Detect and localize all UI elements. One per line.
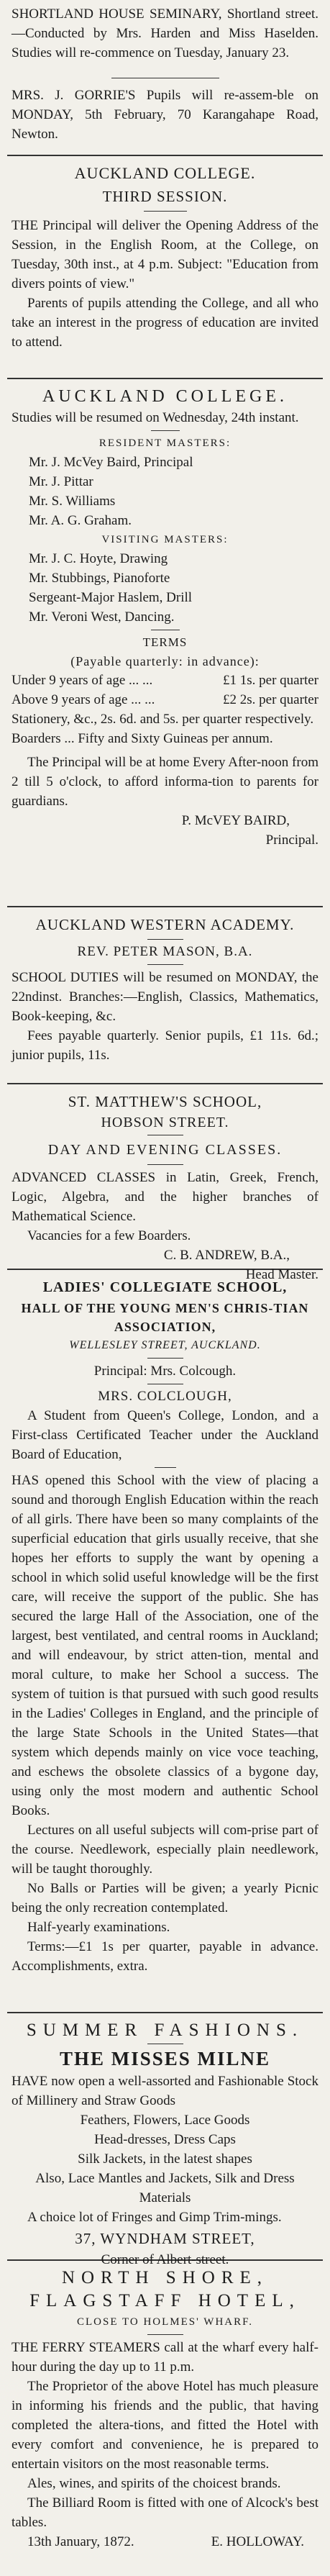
stock-item: Also, Lace Mantles and Jackets, Silk and Dress Materials xyxy=(35,2171,295,2205)
terms-label: Under 9 years of age ... ... xyxy=(12,673,153,688)
ad-subtitle: THIRD SESSION. xyxy=(102,188,228,205)
ad-paragraph: SCHOOL DUTIES will be resumed on MONDAY, the 22ndinst. Branches:—English, Classics, Mathematics, Book-keeping, &c. xyxy=(12,970,318,1024)
ad-subtitle: REV. PETER MASON, B.A. xyxy=(77,944,253,959)
terms-heading: TERMS xyxy=(142,635,188,649)
divider xyxy=(147,1164,183,1165)
ad-paragraph: A choice lot of Fringes and Gimp Trim-mings. xyxy=(27,2210,282,2225)
ad-paragraph: The Principal will be at home Every After-noon from 2 till 5 o'clock, to afford informa-tion to parents for guardians. xyxy=(12,755,318,809)
principal-name: MRS. COLCLOUGH, xyxy=(98,1389,232,1404)
master-name: Mr. J. C. Hoyte, Drawing xyxy=(29,551,168,566)
divider xyxy=(155,1467,176,1468)
ad-title-secondary: HALL OF THE YOUNG MEN'S CHRIS-TIAN ASSOCIATION, xyxy=(21,1301,309,1334)
ad-paragraph: Lectures on all useful subjects will com-prise part of the course. Needlework, especially plain needlework, will be taught thoroughly. xyxy=(12,1823,318,1877)
ad-title: SUMMER FASHIONS. xyxy=(26,2021,304,2040)
terms-label: Above 9 years of age ... ... xyxy=(12,692,155,707)
ad-heading: DAY AND EVENING CLASSES. xyxy=(47,1142,283,1158)
resident-masters-heading: RESIDENT MASTERS: xyxy=(98,437,232,449)
ad-title: AUCKLAND COLLEGE. xyxy=(42,387,288,406)
divider xyxy=(147,964,183,965)
signature: E. HOLLOWAY. xyxy=(211,2534,304,2549)
ad-title-secondary: FLAGSTAFF HOTEL, xyxy=(29,2291,301,2310)
ad-title-secondary: THE MISSES MILNE xyxy=(59,2048,271,2069)
divider xyxy=(147,1358,183,1359)
ad-paragraph: THE FERRY STEAMERS call at the wharf every half-hour during the day up to 11 p.m. xyxy=(12,2340,318,2375)
ad-shortland-seminary xyxy=(12,4,318,71)
ad-body: MRS. J. GORRIE'S Pupils will re-assem-ble on MONDAY, 5th February, 70 Karangahape Road, Newton. xyxy=(12,88,318,142)
ad-title: ST. MATTHEW'S SCHOOL, xyxy=(68,1093,262,1110)
divider xyxy=(147,2334,183,2335)
ad-paragraph: The Proprietor of the above Hotel has much pleasure in informing his friends and the public, that having completed the altera-tions, and fitted the Hotel with every comfort and convenience, he is prepared to entertain visitors on the most reasonable terms. xyxy=(12,2379,318,2472)
ad-gorrie-pupils xyxy=(12,86,318,149)
ad-st-matthews-school xyxy=(12,1090,318,1282)
principal-line: Principal: Mrs. Colcough. xyxy=(93,1364,237,1379)
terms-boarders: Boarders ... Fifty and Sixty Guineas per annum. xyxy=(12,731,273,746)
ad-title: NORTH SHORE, xyxy=(61,2268,269,2287)
signature-row xyxy=(12,2532,318,2552)
ad-paragraph: Vacancies for a few Boarders. xyxy=(27,1228,191,1243)
ad-address: 37, WYNDHAM STREET, xyxy=(75,2230,255,2247)
ad-auckland-college-masters xyxy=(12,385,318,900)
divider xyxy=(7,1083,323,1084)
ad-title: LADIES' COLLEGIATE SCHOOL, xyxy=(42,1279,288,1295)
ad-paragraph: Half-yearly examinations. xyxy=(27,1920,170,1935)
ad-title: AUCKLAND COLLEGE. xyxy=(74,164,256,182)
divider xyxy=(7,906,323,907)
ad-paragraph: HAVE now open a well-assorted and Fashionable Stock of Millinery and Straw Goods xyxy=(12,2074,318,2108)
ad-paragraph: No Balls or Parties will be given; a yearly Picnic being the only recreation contemplated. xyxy=(12,1881,318,1915)
terms-subheading: (Payable quarterly: in advance): xyxy=(70,654,260,668)
ad-paragraph: Fees payable quarterly. Senior pupils, £1 11s. 6d.; junior pupils, 11s. xyxy=(12,1028,318,1063)
divider xyxy=(7,155,323,156)
ad-flagstaff-hotel xyxy=(12,2267,318,2576)
signature-role: Head Master. xyxy=(245,1267,318,1282)
ad-subtitle: CLOSE TO HOLMES' WHARF. xyxy=(76,2316,254,2328)
divider xyxy=(147,939,183,940)
ad-address: WELLESLEY STREET, AUCKLAND. xyxy=(69,1339,261,1351)
terms-value: £2 2s. per quarter xyxy=(223,692,318,707)
master-name: Mr. A. G. Graham. xyxy=(29,513,132,528)
terms-stationery: Stationery, &c., 2s. 6d. and 5s. per quarter respectively. xyxy=(12,712,314,727)
master-name: Sergeant-Major Haslem, Drill xyxy=(29,590,193,605)
ad-ladies-collegiate-school xyxy=(12,1276,318,2006)
master-name: Mr. J. McVey Baird, Principal xyxy=(29,455,193,470)
visiting-masters-heading: VISITING MASTERS: xyxy=(101,534,229,545)
signature: C. B. ANDREW, B.A., xyxy=(163,1248,290,1263)
ad-paragraph: Parents of pupils attending the College, and all who take an interest in the progress of education are invited to attend. xyxy=(12,296,318,350)
master-name: Mr. S. Williams xyxy=(29,494,116,509)
ad-date: 13th January, 1872. xyxy=(27,2534,134,2549)
terms-row xyxy=(12,690,318,709)
stock-item: Silk Jackets, in the latest shapes xyxy=(78,2151,252,2167)
master-name: Mr. J. Pittar xyxy=(29,474,93,489)
terms-row xyxy=(12,671,318,690)
ad-auckland-western-academy xyxy=(12,913,318,1077)
ad-subtitle: HOBSON STREET. xyxy=(101,1115,229,1130)
divider xyxy=(7,2012,323,2013)
ad-paragraph: HAS opened this School with the view of placing a sound and thorough English Education within the reach of all girls. There have been so many complaints of the superficial education that girls usually receive, that she hopes her efforts to supply the want by opening a school in which solid useful knowledge will be the first care, will receive the support of the public. She has secured the large Hall of the Association, one of the largest, best ventilated, and central rooms in Auckland; and will endeavour, by strict atten-tion, mental and moral culture, to make her School a success. The system of tuition is that pursued with such good results in the Ladies' Colleges in England, and the principle of the large State Schools in the United States—that system which depends mainly on vice voce teaching, and eschews the obsolete classics of a bygone day, using only the most modern and authentic School Books. xyxy=(12,1473,318,1818)
ad-paragraph: The Billiard Room is fitted with one of Alcock's best tables. xyxy=(12,2495,318,2530)
terms-value: £1 1s. per quarter xyxy=(223,673,318,688)
master-name: Mr. Stubbings, Pianoforte xyxy=(29,571,170,586)
ad-paragraph: Studies will be resumed on Wednesday, 24th instant. xyxy=(12,410,299,425)
signature: P. McVEY BAIRD, xyxy=(181,813,290,828)
ad-paragraph: ADVANCED CLASSES in Latin, Greek, French, Logic, Algebra, and the higher branches of Mathematical Science. xyxy=(12,1170,318,1224)
master-name: Mr. Veroni West, Dancing. xyxy=(29,609,175,625)
divider xyxy=(144,211,187,212)
ad-title: AUCKLAND WESTERN ACADEMY. xyxy=(35,916,295,933)
ad-auckland-college-session xyxy=(12,162,318,372)
ad-paragraph: THE Principal will deliver the Opening Address of the Session, in the English Room, at the College, on Tuesday, 30th inst., at 4 p.m. Subject: "Education from divers points of view." xyxy=(12,218,318,291)
ad-address-secondary: Corner of Albert-street. xyxy=(101,2252,229,2267)
ad-paragraph: A Student from Queen's College, London, and a First-class Certificated Teacher under the Auckland Board of Education, xyxy=(12,1408,318,1462)
ad-paragraph: Ales, wines, and spirits of the choicest brands. xyxy=(27,2476,281,2491)
divider xyxy=(7,378,323,379)
stock-item: Feathers, Flowers, Lace Goods xyxy=(80,2113,250,2128)
signature-role: Principal. xyxy=(265,833,318,848)
divider xyxy=(151,430,180,431)
ad-paragraph: Terms:—£1 1s per quarter, payable in advance. Accomplishments, extra. xyxy=(12,1939,318,1974)
ad-misses-milne xyxy=(12,2019,318,2267)
ad-body: SHORTLAND HOUSE SEMINARY, Shortland street.—Conducted by Mrs. Harden and Miss Haselden. Studies will re-commence on Tuesday, January 23. xyxy=(12,6,318,60)
stock-item: Head-dresses, Dress Caps xyxy=(94,2132,236,2147)
